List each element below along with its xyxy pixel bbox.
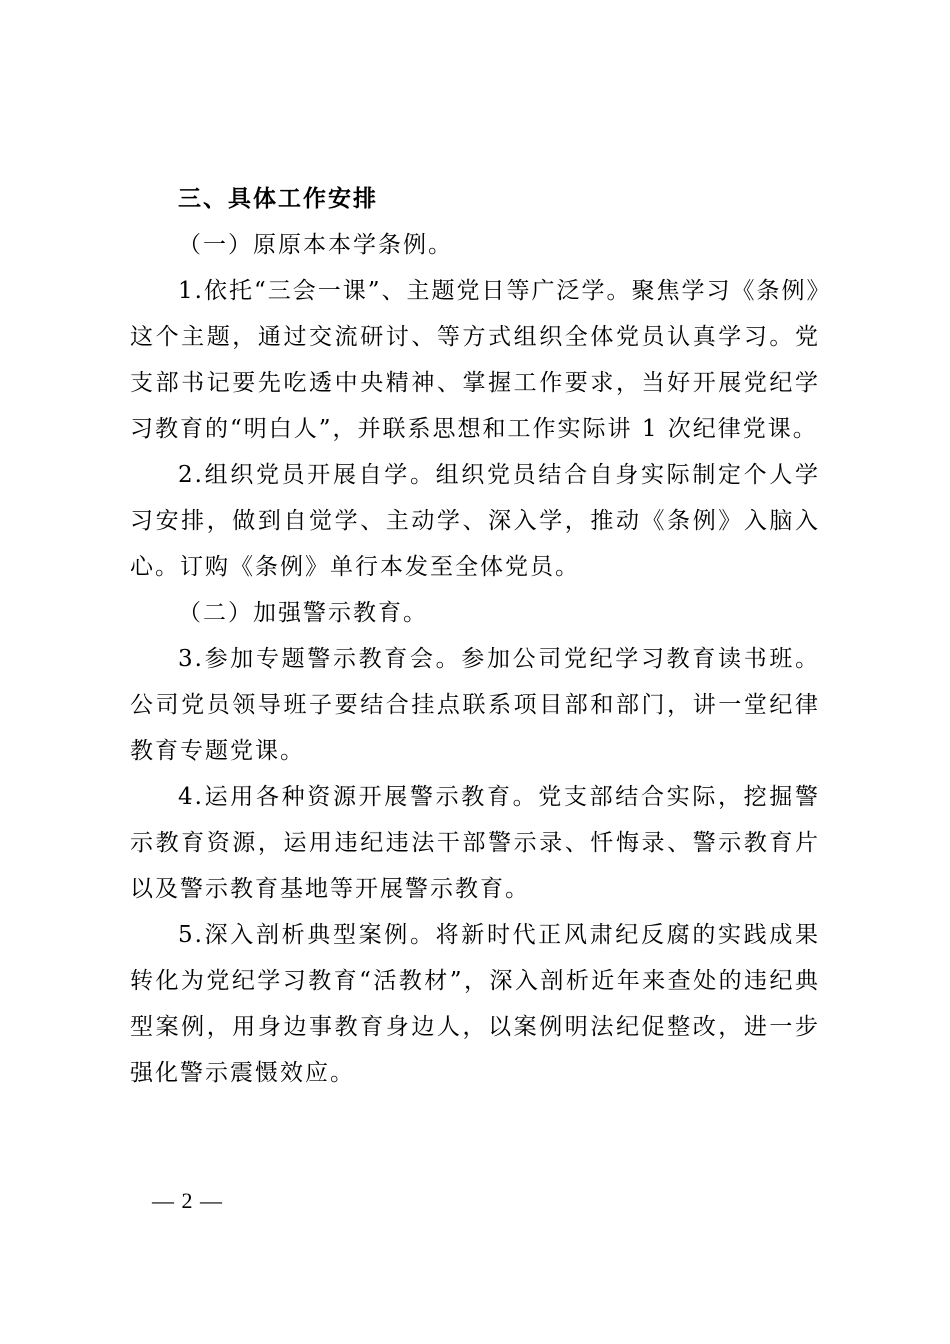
section-heading-3: 三、具体工作安排 — [178, 186, 378, 212]
subsection-heading-1: （一）原原本本学条例。 — [178, 232, 453, 258]
paragraph-1: 1.依托“三会一课”、主题党日等广泛学。聚焦学习《条例》这个主题，通过交流研讨、等方式组织全体党员认真学习。党支部书记要先吃透中央精神、掌握工作要求，当好开展党纪学习教育的“明白人”，并联系思想和工作实际讲 1 次纪律党课。 — [130, 278, 820, 442]
paragraph-5: 5.深入剖析典型案例。将新时代正风肃纪反腐的实践成果转化为党纪学习教育“活教材”，深入剖析近年来查处的违纪典型案例，用身边事教育身边人，以案例明法纪促整改，进一步强化警示震慑效应。 — [130, 922, 820, 1086]
subsection-heading-2: （二）加强警示教育。 — [178, 600, 428, 626]
document-body — [130, 176, 820, 1096]
paragraph-4: 4.运用各种资源开展警示教育。党支部结合实际，挖掘警示教育资源，运用违纪违法干部警示录、忏悔录、警示教育片以及警示教育基地等开展警示教育。 — [130, 784, 820, 902]
paragraph-3: 3.参加专题警示教育会。参加公司党纪学习教育读书班。公司党员领导班子要结合挂点联系项目部和部门，讲一堂纪律教育专题党课。 — [130, 646, 820, 764]
paragraph-2: 2.组织党员开展自学。组织党员结合自身实际制定个人学习安排，做到自觉学、主动学、深入学，推动《条例》入脑入心。订购《条例》单行本发至全体党员。 — [130, 462, 820, 580]
page-number: — 2 — — [152, 1188, 223, 1213]
